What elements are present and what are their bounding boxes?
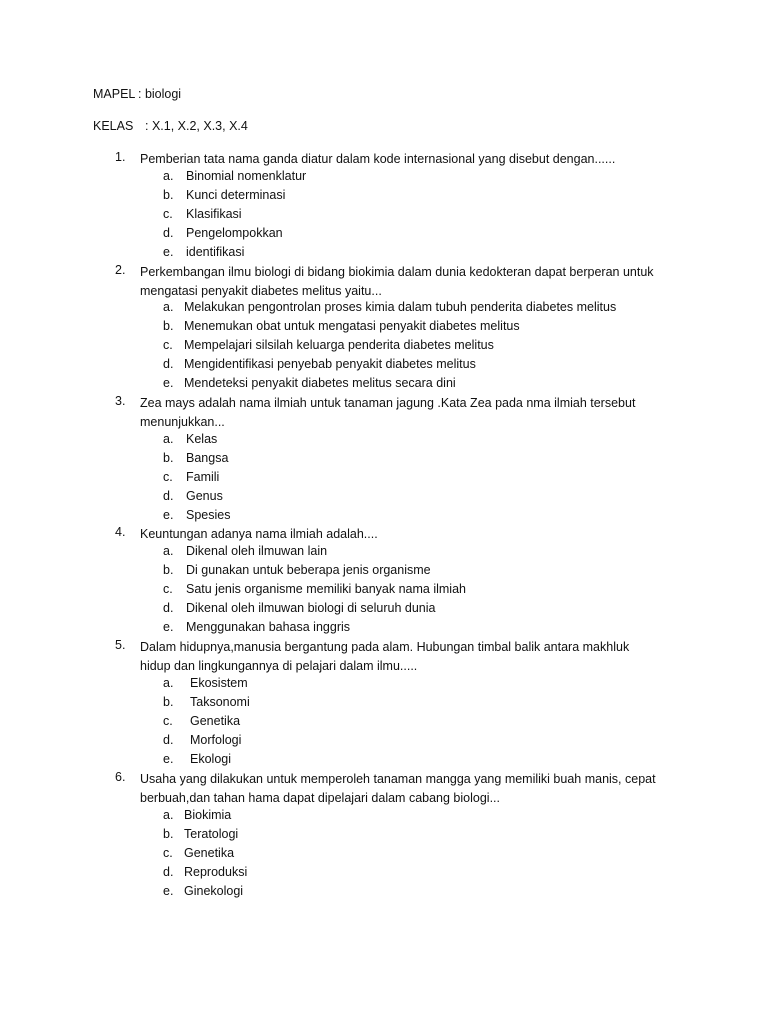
option-text: Taksonomi	[190, 695, 250, 709]
option-text: Di gunakan untuk beberapa jenis organisme	[186, 563, 431, 577]
option-b	[0, 449, 768, 468]
option-letter: b.	[163, 827, 174, 841]
option-text: identifikasi	[186, 245, 245, 259]
option-letter: e.	[163, 508, 174, 522]
option-letter: c.	[163, 207, 173, 221]
option-b	[0, 317, 768, 336]
option-letter: c.	[163, 338, 173, 352]
option-e	[0, 243, 768, 262]
option-text: Reproduksi	[184, 865, 248, 879]
question-number: 3.	[115, 394, 126, 408]
option-text: Mendeteksi penyakit diabetes melitus secara dini	[184, 376, 456, 390]
option-text: Dikenal oleh ilmuwan biologi di seluruh dunia	[186, 601, 436, 615]
option-letter: a.	[163, 808, 174, 822]
option-text: Genus	[186, 489, 223, 503]
option-e	[0, 506, 768, 525]
question-text: Keuntungan adanya nama ilmiah adalah....	[140, 527, 378, 541]
option-b	[0, 561, 768, 580]
option-c	[0, 205, 768, 224]
subject-label: MAPEL	[93, 87, 136, 101]
class-value: : X.1, X.2, X.3, X.4	[145, 119, 248, 133]
option-text: Dikenal oleh ilmuwan lain	[186, 544, 328, 558]
option-a	[0, 542, 768, 561]
option-a	[0, 806, 768, 825]
option-a	[0, 298, 768, 317]
option-letter: c.	[163, 470, 173, 484]
option-c	[0, 336, 768, 355]
option-text: Famili	[186, 470, 220, 484]
option-letter: b.	[163, 451, 174, 465]
option-text: Genetika	[190, 714, 241, 728]
question-number: 5.	[115, 638, 126, 652]
option-text: Genetika	[184, 846, 235, 860]
option-text: Menggunakan bahasa inggris	[186, 620, 351, 634]
option-c	[0, 580, 768, 599]
option-letter: c.	[163, 582, 173, 596]
option-letter: c.	[163, 846, 173, 860]
option-letter: b.	[163, 188, 174, 202]
option-letter: d.	[163, 601, 174, 615]
option-e	[0, 750, 768, 769]
option-letter: d.	[163, 226, 174, 240]
option-c	[0, 468, 768, 487]
class-label: KELAS	[93, 119, 134, 133]
option-b	[0, 693, 768, 712]
option-text: Kunci determinasi	[186, 188, 286, 202]
question-number: 4.	[115, 525, 126, 539]
option-a	[0, 167, 768, 186]
option-letter: b.	[163, 319, 174, 333]
option-text: Klasifikasi	[186, 207, 242, 221]
question-text: Zea mays adalah nama ilmiah untuk tanaman jagung .Kata Zea pada nma ilmiah tersebut menunjukkan...	[140, 396, 636, 429]
option-text: Ekosistem	[190, 676, 248, 690]
option-text: Bangsa	[186, 451, 229, 465]
option-a	[0, 430, 768, 449]
option-letter: a.	[163, 432, 174, 446]
question-text: Pemberian tata nama ganda diatur dalam kode internasional yang disebut dengan......	[140, 152, 616, 166]
option-d	[0, 224, 768, 243]
option-letter: a.	[163, 544, 174, 558]
option-text: Binomial nomenklatur	[186, 169, 307, 183]
question-text: Perkembangan ilmu biologi di bidang biokimia dalam dunia kedokteran dapat berperan untuk mengatasi penyakit diabetes melitus yaitu...	[140, 265, 654, 298]
question-number: 6.	[115, 770, 126, 784]
option-text: Kelas	[186, 432, 218, 446]
option-letter: b.	[163, 695, 174, 709]
option-text: Biokimia	[184, 808, 232, 822]
option-b	[0, 186, 768, 205]
option-d	[0, 355, 768, 374]
subject-value: : biologi	[138, 87, 182, 101]
option-c	[0, 712, 768, 731]
option-letter: a.	[163, 676, 174, 690]
class-line	[93, 119, 248, 133]
option-letter: c.	[163, 714, 173, 728]
question-number: 2.	[115, 263, 126, 277]
option-text: Teratologi	[184, 827, 239, 841]
option-letter: e.	[163, 620, 174, 634]
question-text: Dalam hidupnya,manusia bergantung pada alam. Hubungan timbal balik antara makhluk hidup dan lingkungannya di pelajari dalam ilmu.....	[140, 640, 630, 673]
option-letter: e.	[163, 884, 174, 898]
option-b	[0, 825, 768, 844]
option-text: Morfologi	[190, 733, 242, 747]
option-text: Pengelompokkan	[186, 226, 283, 240]
option-d	[0, 487, 768, 506]
option-e	[0, 618, 768, 637]
option-letter: a.	[163, 300, 174, 314]
option-text: Mempelajari silsilah keluarga penderita diabetes melitus	[184, 338, 494, 352]
question-text: Usaha yang dilakukan untuk memperoleh tanaman mangga yang memiliki buah manis, cepat berbuah,dan tahan hama dapat dipelajari dalam cabang biologi...	[140, 772, 656, 805]
option-d	[0, 863, 768, 882]
option-e	[0, 882, 768, 901]
option-letter: d.	[163, 733, 174, 747]
option-c	[0, 844, 768, 863]
option-e	[0, 374, 768, 393]
subject-line	[93, 87, 181, 101]
option-text: Mengidentifikasi penyebab penyakit diabetes melitus	[184, 357, 476, 371]
option-text: Ginekologi	[184, 884, 244, 898]
option-text: Spesies	[186, 508, 231, 522]
option-d	[0, 731, 768, 750]
option-letter: d.	[163, 489, 174, 503]
option-letter: e.	[163, 245, 174, 259]
option-letter: d.	[163, 865, 174, 879]
option-letter: e.	[163, 376, 174, 390]
option-letter: e.	[163, 752, 174, 766]
option-letter: d.	[163, 357, 174, 371]
option-text: Menemukan obat untuk mengatasi penyakit diabetes melitus	[184, 319, 520, 333]
option-d	[0, 599, 768, 618]
option-letter: b.	[163, 563, 174, 577]
option-a	[0, 674, 768, 693]
option-text: Satu jenis organisme memiliki banyak nama ilmiah	[186, 582, 466, 596]
option-letter: a.	[163, 169, 174, 183]
option-text: Melakukan pengontrolan proses kimia dalam tubuh penderita diabetes melitus	[184, 300, 617, 314]
question-number: 1.	[115, 150, 126, 164]
option-text: Ekologi	[190, 752, 231, 766]
